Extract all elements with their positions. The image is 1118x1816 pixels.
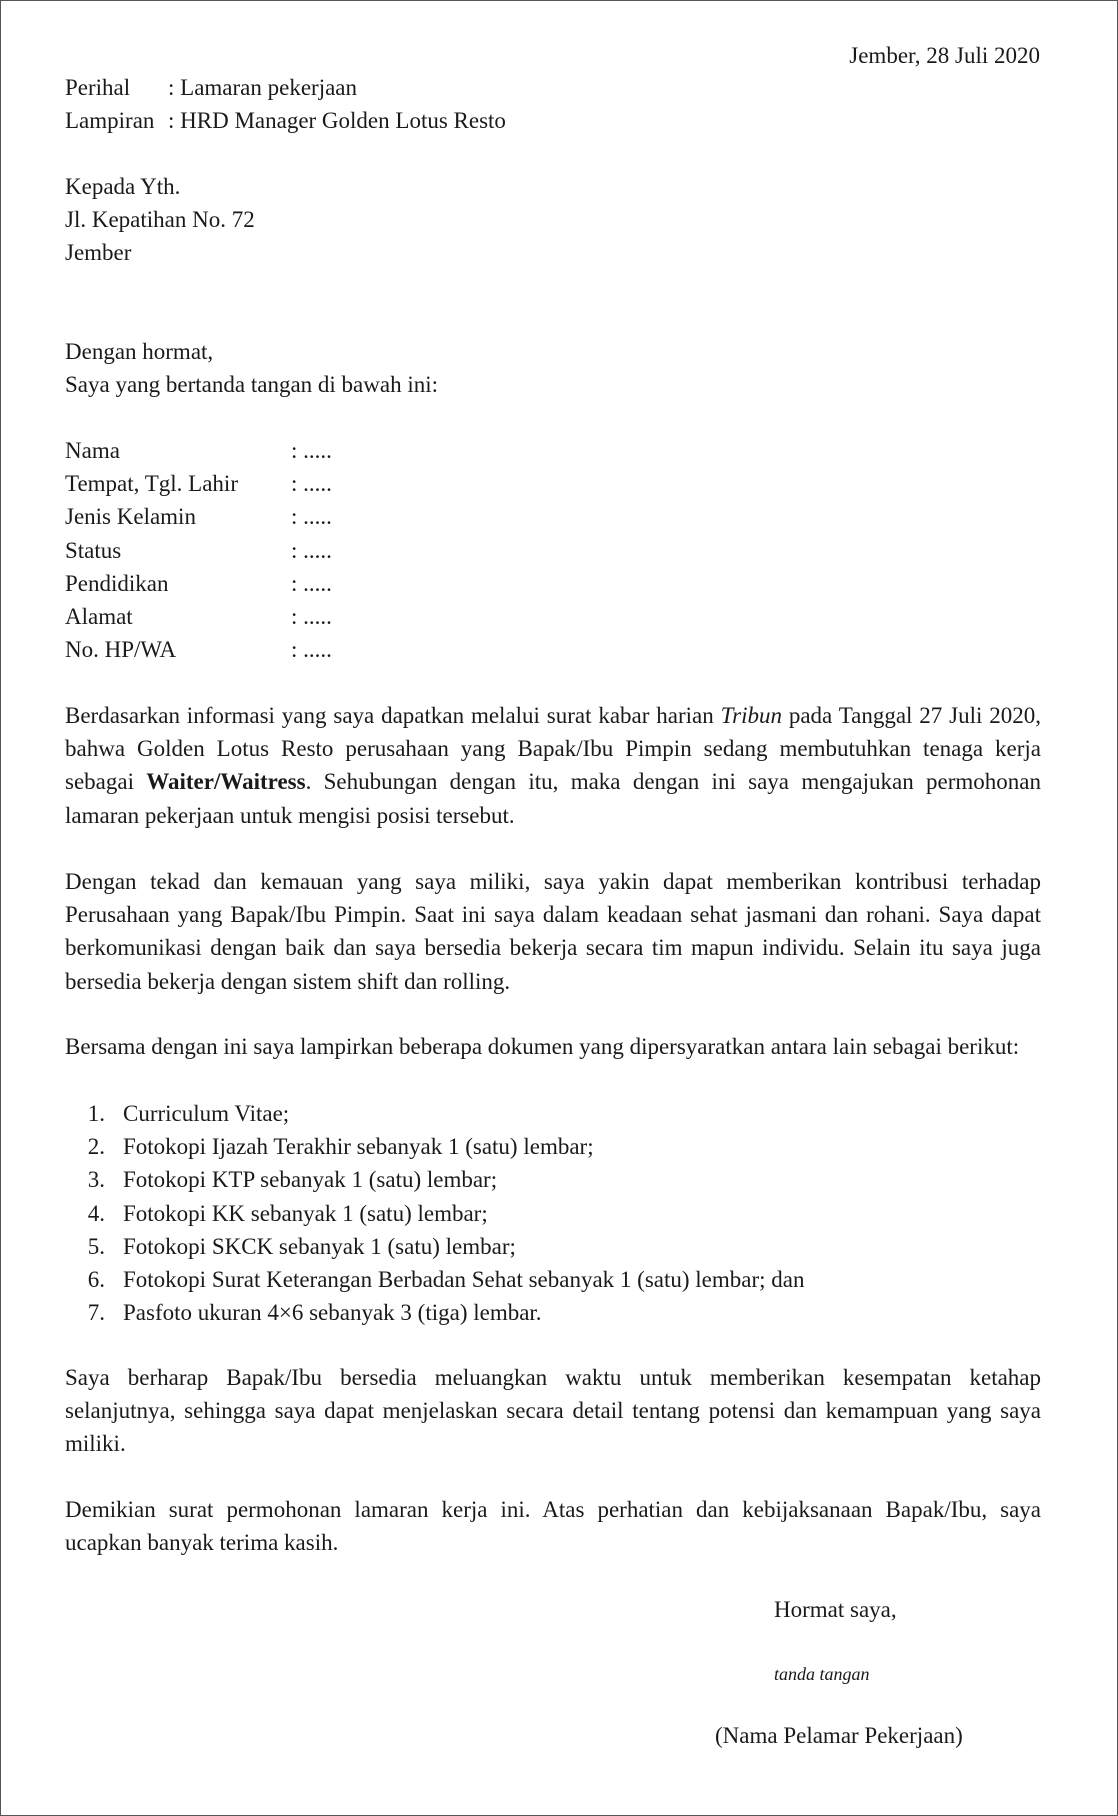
paragraph-text: Berdasarkan informasi yang saya dapatkan melalui surat kabar harian bbox=[65, 703, 721, 728]
field-value: : ..... bbox=[291, 537, 332, 563]
field-row bbox=[65, 633, 332, 666]
field-label: Jenis Kelamin bbox=[65, 504, 196, 530]
field-value: : ..... bbox=[291, 504, 332, 530]
paragraph-attachments-intro: Bersama dengan ini saya lampirkan beberapa dokumen yang dipersyaratkan antara lain sebagai berikut: bbox=[65, 1034, 1020, 1059]
field-row bbox=[65, 534, 332, 567]
field-value: : ..... bbox=[291, 604, 332, 630]
lampiran-value: : HRD Manager Golden Lotus Resto bbox=[168, 108, 506, 134]
field-value: : ..... bbox=[291, 438, 332, 463]
field-row bbox=[65, 467, 332, 500]
field-label: No. HP/WA bbox=[65, 637, 177, 663]
field-label: Tempat, Tgl. Lahir bbox=[65, 471, 238, 497]
lampiran-label: Lampiran bbox=[65, 108, 155, 134]
field-label: Status bbox=[65, 537, 122, 563]
paragraph-text: . Sehubungan dengan itu, maka dengan ini saya mengajukan permohonan lamaran pekerjaan untuk mengisi posisi tersebut. bbox=[65, 769, 1041, 828]
field-row bbox=[65, 434, 332, 467]
recipient-line: Jember bbox=[65, 240, 132, 266]
field-row bbox=[65, 567, 332, 600]
list-number: 7. bbox=[87, 1300, 105, 1326]
list-number: 4. bbox=[87, 1200, 105, 1226]
newspaper-name: Tribun bbox=[720, 703, 782, 728]
letter-date: Jember, 28 Juli 2020 bbox=[849, 43, 1040, 68]
list-text: Fotokopi KTP sebanyak 1 (satu) lembar; bbox=[123, 1167, 498, 1193]
list-item bbox=[65, 1163, 805, 1196]
field-value: : ..... bbox=[291, 471, 332, 497]
list-number: 6. bbox=[87, 1267, 105, 1293]
perihal-label: Perihal bbox=[65, 75, 131, 100]
list-text: Fotokopi KK sebanyak 1 (satu) lembar; bbox=[123, 1200, 488, 1226]
attachment-list bbox=[65, 1097, 805, 1329]
field-value: : ..... bbox=[291, 637, 332, 663]
recipient-block bbox=[65, 170, 255, 270]
applicant-name: (Nama Pelamar Pekerjaan) bbox=[715, 1723, 963, 1748]
field-row bbox=[65, 600, 332, 633]
list-item bbox=[65, 1197, 805, 1230]
closing-salutation: Hormat saya, bbox=[774, 1597, 897, 1622]
greeting-block bbox=[65, 335, 438, 401]
signature-placeholder: tanda tangan bbox=[774, 1664, 870, 1684]
list-item bbox=[65, 1097, 805, 1130]
perihal-value: : Lamaran pekerjaan bbox=[168, 75, 357, 100]
field-label: Pendidikan bbox=[65, 570, 169, 596]
lampiran-row bbox=[65, 104, 506, 137]
field-value: : ..... bbox=[291, 570, 332, 596]
list-text: Pasfoto ukuran 4×6 sebanyak 3 (tiga) lembar. bbox=[123, 1300, 542, 1326]
field-label: Nama bbox=[65, 438, 120, 463]
list-item bbox=[65, 1296, 805, 1329]
list-item bbox=[65, 1263, 805, 1296]
recipient-line: Jl. Kepatihan No. 72 bbox=[65, 207, 255, 233]
subject-block bbox=[65, 71, 506, 137]
field-row bbox=[65, 500, 332, 533]
list-text: Fotokopi SKCK sebanyak 1 (satu) lembar; bbox=[123, 1233, 516, 1259]
field-label: Alamat bbox=[65, 604, 133, 630]
recipient-line: Kepada Yth. bbox=[65, 174, 181, 199]
paragraph-job-info bbox=[65, 699, 1041, 832]
intro-line: Saya yang bertanda tangan di bawah ini: bbox=[65, 372, 438, 398]
perihal-row bbox=[65, 71, 506, 104]
list-text: Fotokopi Surat Keterangan Berbadan Sehat sebanyak 1 (satu) lembar; dan bbox=[123, 1267, 805, 1293]
applicant-fields bbox=[65, 434, 332, 666]
list-item bbox=[65, 1230, 805, 1263]
paragraph-motivation: Dengan tekad dan kemauan yang saya miliki, saya yakin dapat memberikan kontribusi terhadap Perusahaan yang Bapak/Ibu Pimpin. Saat ini saya dalam keadaan sehat jasmani dan rohani. Saya dapat berkomunikasi dengan baik dan saya bersedia bekerja secara tim mapun individu. Selain itu saya juga bersedia bekerja dengan sistem shift dan rolling. bbox=[65, 869, 1041, 994]
position-name: Waiter/Waitress bbox=[146, 769, 306, 795]
list-number: 1. bbox=[87, 1101, 105, 1126]
paragraph-closing: Demikian surat permohonan lamaran kerja ini. Atas perhatian dan kebijaksanaan Bapak/Ibu, saya ucapkan banyak terima kasih. bbox=[65, 1497, 1041, 1556]
paragraph-hope: Saya berharap Bapak/Ibu bersedia meluangkan waktu untuk memberikan kesempatan ketahap selanjutnya, sehingga saya dapat menjelaskan secara detail tentang potensi dan kemampuan yang saya miliki. bbox=[65, 1365, 1041, 1457]
salutation: Dengan hormat, bbox=[65, 339, 214, 364]
list-number: 5. bbox=[87, 1233, 105, 1259]
list-number: 2. bbox=[87, 1134, 105, 1160]
paragraph-text: pada Tanggal 27 Juli 2020, bahwa Golden Lotus Resto perusahaan yang Bapak/Ibu Pimpin sedang membutuhkan tenaga kerja sebagai bbox=[65, 703, 1041, 795]
list-item bbox=[65, 1130, 805, 1163]
list-text: Curriculum Vitae; bbox=[123, 1101, 290, 1126]
list-text: Fotokopi Ijazah Terakhir sebanyak 1 (satu) lembar; bbox=[123, 1134, 594, 1160]
list-number: 3. bbox=[87, 1167, 105, 1193]
